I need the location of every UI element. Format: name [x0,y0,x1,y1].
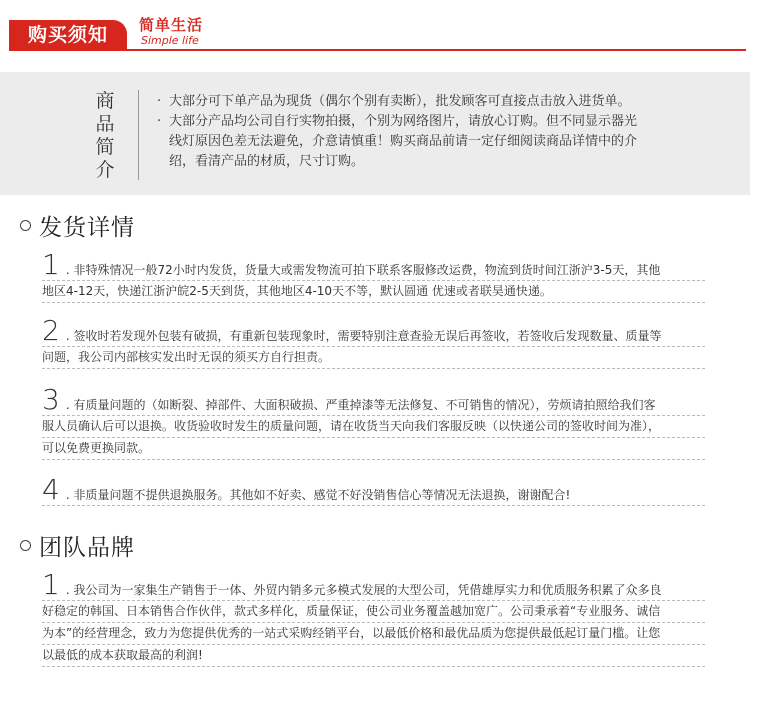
item-line: 4 . 非质量问题不提供退换服务。其他如不好卖、感觉不好没销售信心等情况无法退换，谢谢配合! [42,477,705,506]
item-line: 以最低的成本获取最高的利润! [42,645,705,667]
team-heading [20,530,135,560]
intro-item: · 大部分产品均公司自行实物拍摄，个别为网络图片，请放心订购。但不同显示器光 [155,112,695,132]
item-line: 地区4-12天，快递江浙沪皖2-5天到货，其他地区4-10天不等，默认圆通 优速或者联昊通快递。 [42,281,705,303]
item-line: 服人员确认后可以退换。收货验收时发生的质量问题，请在收货当天向我们客服反映（以快递公司的签收时间为准）， [42,416,705,438]
item-line: 2 . 签收时若发现外包装有破损，有重新包装现象时，需要特别注意查验无误后再签收，若签收后发现数量、质量等 [42,318,705,347]
intro-divider [138,90,139,180]
intro-item-continuation: 绍，看清产品的材质，尺寸订购。 [169,154,365,169]
brand-name-en: Simple life [141,34,199,47]
item-text: 非质量问题不提供退换服务。其他如不好卖、感觉不好没销售信心等情况无法退换，谢谢配合! [73,488,571,502]
intro-item-continuation: 线灯原因色差无法避免，介意请慎重！购买商品前请一定仔细阅读商品详情中的介 [169,134,638,149]
shipping-heading-text: 发货详情 [39,214,135,241]
intro-title-char: 品 [95,113,115,135]
intro-title [95,90,115,182]
item-number: 1 [42,572,60,601]
header-divider [9,49,746,51]
intro-list [155,92,695,172]
item-line: 1 . 非特殊情况一般72小时内发货，货量大或需发物流可拍下联系客服修改运费，物流到货时间江浙沪3-5天，其他 [42,252,705,281]
item-line: 好稳定的韩国、日本销售合作伙伴，款式多样化，质量保证，使公司业务覆盖越加宽广。公司秉承着“专业服务、诚信 [42,601,705,623]
brand-name-cn: 简单生活 [139,16,204,34]
shipping-item-4 [42,477,705,506]
item-number: 3 [42,387,60,416]
item-line: 为本”的经营理念，致力为您提供优秀的一站式采购经销平台，以最低价格和最优品质为您提供最低起订量门槛。让您 [42,623,705,645]
item-line: 3 . 有质量问题的（如断裂、掉部件、大面积破损、严重掉漆等无法修复、不可销售的情况），劳烦请拍照给我们客 [42,387,705,416]
item-text: 我公司为一家集生产销售于一体、外贸内销多元多模式发展的大型公司，凭借雄厚实力和优质服务积累了众多良 [73,583,662,597]
shipping-heading [20,210,135,240]
team-heading-text: 团队品牌 [39,534,135,561]
item-text: 签收时若发现外包装有破损，有重新包装现象时，需要特别注意查验无误后再签收，若签收后发现数量、质量等 [73,329,662,343]
item-number: 4 [42,477,60,506]
shipping-item-2 [42,318,705,369]
item-number: 2 [42,318,60,347]
team-item-1 [42,572,705,667]
header-banner [0,0,760,60]
item-text: 有质量问题的（如断裂、掉部件、大面积破损、严重掉漆等无法修复、不可销售的情况），劳烦请拍照给我们客 [73,398,656,412]
purchase-notice-badge: 购买须知 [9,20,127,51]
item-text: 非特殊情况一般72小时内发货，货量大或需发物流可拍下联系客服修改运费，物流到货时间江浙沪3-5天，其他 [73,263,661,277]
intro-title-char: 商 [95,90,115,112]
intro-item: · 大部分可下单产品为现货（偶尔个别有卖断），批发顾客可直接点击放入进货单。 [155,92,695,112]
circle-bullet-icon [20,540,31,551]
item-number: 1 [42,252,60,281]
shipping-item-3 [42,387,705,460]
shipping-item-1 [42,252,705,303]
item-line: 问题，我公司内部核实发出时无误的须买方自行担责。 [42,347,705,369]
intro-title-char: 简 [95,136,115,158]
circle-bullet-icon [20,220,31,231]
product-intro-panel [0,72,750,195]
intro-title-char: 介 [95,159,115,181]
item-line: 1 . 我公司为一家集生产销售于一体、外贸内销多元多模式发展的大型公司，凭借雄厚实力和优质服务积累了众多良 [42,572,705,601]
item-line: 可以免费更换同款。 [42,438,705,460]
